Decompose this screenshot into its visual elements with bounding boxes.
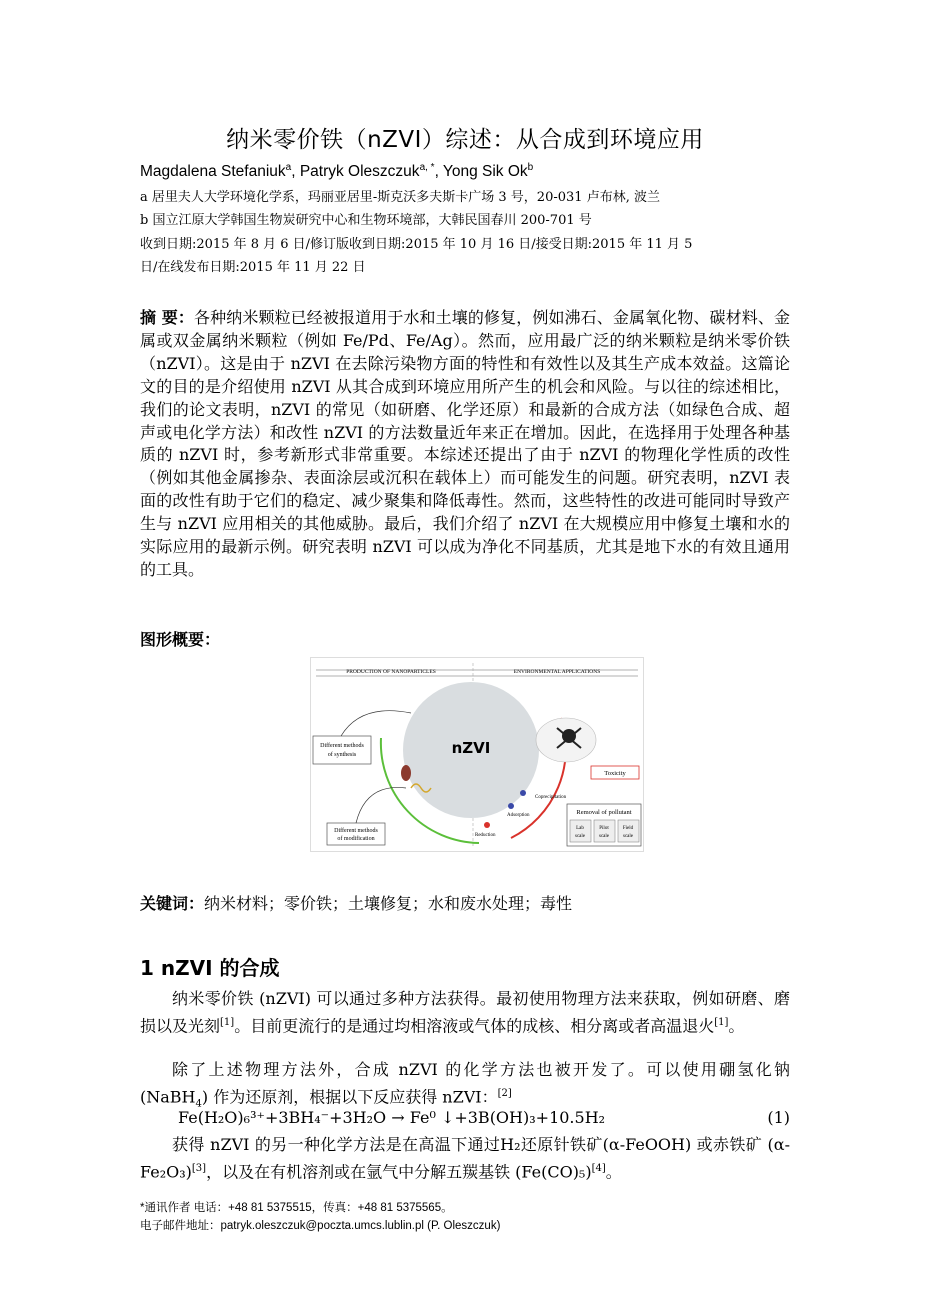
paragraph-text: 。 xyxy=(728,1015,745,1035)
graphical-abstract-svg xyxy=(311,658,643,851)
author-affiliation-mark: b xyxy=(527,162,534,173)
modification-label-1: Different methods xyxy=(334,828,378,834)
affiliation-b: b 国立江原大学韩国生物炭研究中心和生物环境部，大韩民国春川 200-701 号 xyxy=(140,213,592,228)
particle-shape xyxy=(401,765,411,781)
author-name: Magdalena Stefaniuk xyxy=(140,163,286,181)
paragraph-text: 获得 nZVI 的另一种化学方法是在高温下通过H₂还原针铁矿(α-FeOOH) 或赤铁矿 (α-Fe₂O₃) xyxy=(140,1135,790,1181)
citation: [2] xyxy=(497,1087,512,1099)
modification-label-2: of modification xyxy=(337,836,375,842)
reduction-label: Reduction xyxy=(475,833,496,838)
paragraph-1 xyxy=(140,987,790,1037)
citation: [1] xyxy=(220,1016,235,1028)
author-affiliation-mark: a, * xyxy=(419,162,435,173)
lab-label-2: scale xyxy=(575,834,585,839)
paragraph-text: 。 xyxy=(605,1161,622,1181)
paragraph-2 xyxy=(140,1058,790,1116)
dates-line-1: 收到日期:2015 年 8 月 6 日/修订版收到日期:2015 年 10 月 16 日/接受日期:2015 年 11 月 5 xyxy=(140,237,693,252)
coprecipitation-label: Coprecipitation xyxy=(535,795,567,800)
author-affiliation-mark: a xyxy=(285,162,292,173)
author-name: Patryk Oleszczuk xyxy=(299,163,420,181)
abstract xyxy=(140,307,790,582)
paper-title: 纳米零价铁（nZVI）综述：从合成到环境应用 xyxy=(226,127,704,153)
paragraph-3 xyxy=(140,1133,790,1183)
graphical-abstract-heading: 图形概要： xyxy=(140,630,221,649)
toxicity-label: Toxicity xyxy=(604,770,626,777)
equation-1 xyxy=(178,1108,790,1127)
pilot-label-1: Pilot xyxy=(599,826,609,831)
paragraph-text: 纳米零价铁 (nZVI) 可以通过多种方法获得。最初使用物理方法来获取，例如研磨、磨损以及光刻 xyxy=(140,989,790,1035)
removal-label: Removal of pollutant xyxy=(576,809,632,816)
paragraph-text: ) 作为还原剂，根据以下反应获得 nZVI： xyxy=(201,1086,498,1106)
citation: [1] xyxy=(714,1016,729,1028)
paragraph-text: ，以及在有机溶剂或在氩气中分解五羰基铁 (Fe(CO)₅) xyxy=(206,1161,592,1181)
equation-number: (1) xyxy=(767,1108,790,1127)
affiliation-a: a 居里夫人大学环境化学系，玛丽亚居里-斯克沃多夫斯卡广场 3 号，20-031 卢布林, 波兰 xyxy=(140,190,660,205)
keywords-label: 关键词： xyxy=(140,894,205,913)
keywords xyxy=(140,891,572,914)
nzvi-center-label: nZVI xyxy=(451,739,491,757)
lab-label-1: Lab xyxy=(576,826,584,831)
abstract-label: 摘 要： xyxy=(140,308,195,327)
field-label-1: Field xyxy=(622,826,634,831)
footnote-email: 电子邮件地址：patryk.oleszczuk@poczta.umcs.lublin.pl (P. Oleszczuk) xyxy=(140,1220,501,1232)
author-name: Yong Sik Ok xyxy=(442,163,528,181)
environmental-label: ENVIRONMENTAL APPLICATIONS xyxy=(513,669,601,675)
section-heading: 1 nZVI 的合成 xyxy=(140,956,280,980)
dates-line-2: 日/在线发布日期:2015 年 11 月 22 日 xyxy=(140,260,366,275)
paragraph-text: 。目前更流行的是通过均相溶液或气体的成核、相分离或者高温退火 xyxy=(234,1015,715,1035)
subscript: 4 xyxy=(195,1098,202,1110)
synthesis-label-1: Different methods xyxy=(320,743,364,749)
equation-text: Fe(H₂O)₆³⁺+3BH₄⁻+3H₂O → Fe⁰ ↓+3B(OH)₃+10.5H₂ xyxy=(178,1108,606,1127)
synthesis-arrow xyxy=(341,711,411,736)
modification-arrow xyxy=(356,787,406,823)
pilot-label-2: scale xyxy=(599,834,609,839)
author-list: Magdalena Stefaniuk$^a$, Patryk Oleszczuk$^{a, *}$, Yong Sik Ok$^b$ xyxy=(140,162,534,181)
citation: [4] xyxy=(591,1162,606,1174)
adsorption-label: Adsorption xyxy=(507,813,530,818)
paragraph-text: 除了上述物理方法外，合成 nZVI 的化学方法也被开发了。可以使用硼氢化钠 (NaBH xyxy=(140,1060,790,1106)
citation: [3] xyxy=(191,1162,207,1174)
graphical-abstract-figure xyxy=(310,657,644,852)
production-label: PRODUCTION OF NANOPARTICLES xyxy=(346,669,436,675)
field-label-2: scale xyxy=(623,834,633,839)
synthesis-box xyxy=(313,736,371,764)
footnote-corresponding: *通讯作者 电话：+48 81 5375515，传真：+48 81 5375565。 xyxy=(140,1202,453,1214)
synthesis-label-2: of synthesis xyxy=(327,752,357,758)
keywords-text: 纳米材料；零价铁；土壤修复；水和废水处理；毒性 xyxy=(204,894,573,913)
abstract-text: 各种纳米颗粒已经被报道用于水和土壤的修复，例如沸石、金属氧化物、碳材料、金属或双金属纳米颗粒（例如 Fe/Pd、Fe/Ag）。然而，应用最广泛的纳米颗粒是纳米零价铁（nZVI）。这是由于 nZVI 在去除污染物方面的特性和有效性以及其生产成本效益。这篇论文的目的是介绍使用 nZVI 从其合成到环境应用所产生的机会和风险。与以往的综述相比，我们的论文表明，nZVI 的常见（如研磨、化学还原）和最新的合成方法（如绿色合成、超声或电化学方法）和改性 nZVI 的方法数量近年来正在增加。因此，在选择用于处理各种基质的 nZVI 时，参考新形式非常重要。本综述还提出了由于 nZVI 的物理化学性质的改性（例如其他金属掺杂、表面涂层或沉积在载体上）而可能发生的问题。研究表明，nZVI 表面的改性有助于它们的稳定、减少聚集和降低毒性。然而，这些特性的改进可能同时导致产生与 nZVI 应用相关的其他威胁。最后，我们介绍了 nZVI 在大规模应用中修复土壤和水的实际应用的最新示例。研究表明 nZVI 可以成为净化不同基质，尤其是地下水的有效且通用的工具。 xyxy=(140,308,790,579)
